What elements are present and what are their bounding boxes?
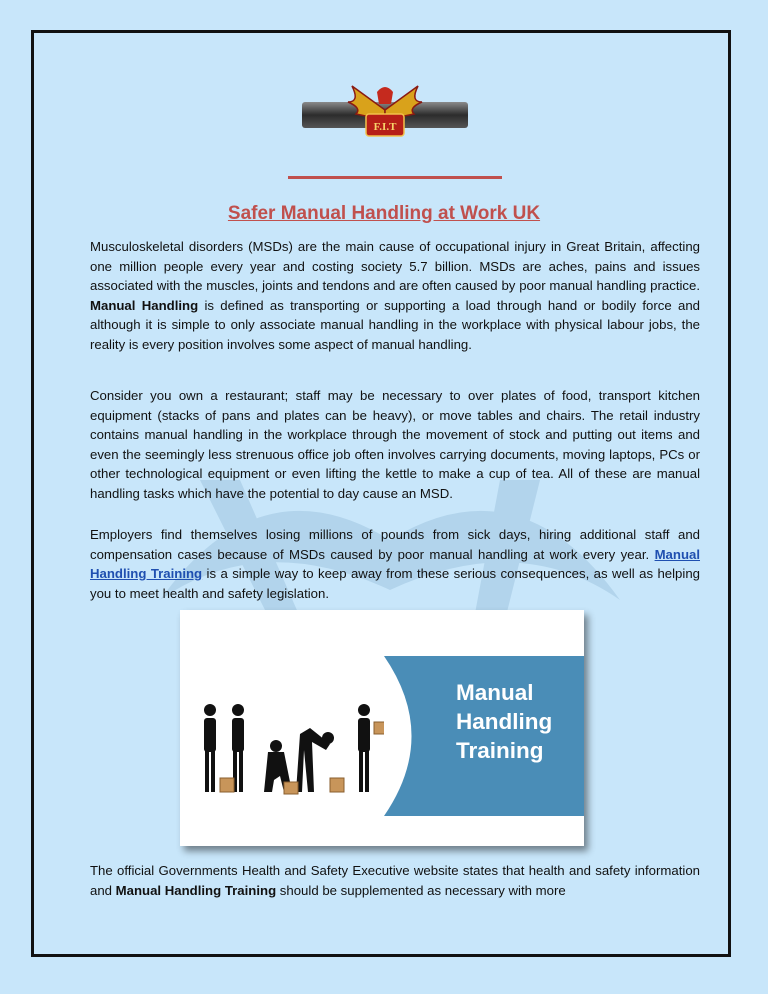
paragraph-3-text-b: is a simple way to keep away from these serious consequences, as well as helping you to meet health and safety legislation. (90, 566, 700, 601)
logo-badge-text: F.I.T (373, 121, 397, 133)
training-banner (384, 656, 584, 816)
fit-logo (300, 80, 470, 140)
paragraph-3-text-a: Employers find themselves losing millions of pounds from sick days, hiring additional staff and compensation cases because of MSDs caused by poor manual handling at work every year. (90, 527, 700, 562)
paragraph-4-text-a: The official Governments Health and Safety Executive website states that health and safety information and (90, 863, 700, 898)
paragraph-4 (90, 861, 700, 900)
paragraph-3 (90, 525, 700, 603)
manual-handling-training-link[interactable]: Manual Handling Training (90, 546, 700, 582)
paragraph-1-text-b: is defined as transporting or supporting a load through hand or bodily force and although it is simple to only associate manual handling in the workplace with physical labour jobs, the reality is every position involves some aspect of manual handling. (90, 297, 701, 352)
title-divider (288, 176, 502, 179)
paragraph-4-text-b: should be supplemented as necessary with more (276, 882, 566, 898)
banner-curve-icon (384, 656, 444, 816)
banner-line-3: Training (456, 738, 544, 763)
paragraph-2: Consider you own a restaurant; staff may be necessary to over plates of food, transport kitchen equipment (stacks of pans and plates can be heavy), or move tables and chairs. The retail industry contains manual handling in the workplace through the movement of stock and putting out items and even the seemingly less strenuous office job often involves carrying documents, moving laptops, PCs or other technological equipment or even lifting the kettle to make a cup of tea. All of these are manual handling tasks which have the potential to day cause an MSD. (90, 388, 700, 501)
banner-line-2: Handling (456, 709, 553, 734)
paragraph-1-bold: Manual Handling (90, 297, 199, 313)
manual-handling-training-image (180, 610, 584, 846)
banner-text (456, 678, 552, 765)
paragraph-4-bold: Manual Handling Training (115, 882, 277, 898)
paragraph-1 (90, 237, 700, 355)
page-title: Safer Manual Handling at Work UK (227, 203, 541, 224)
banner-line-1: Manual (456, 680, 534, 705)
paragraph-1-text-a: Musculoskeletal disorders (MSDs) are the main cause of occupational injury in Great Britain, affecting one million people every year and costing society 5.7 billion. MSDs are aches, pains and issues associated with the muscles, joints and tendons and are often caused by poor manual handling practice. (90, 239, 700, 294)
